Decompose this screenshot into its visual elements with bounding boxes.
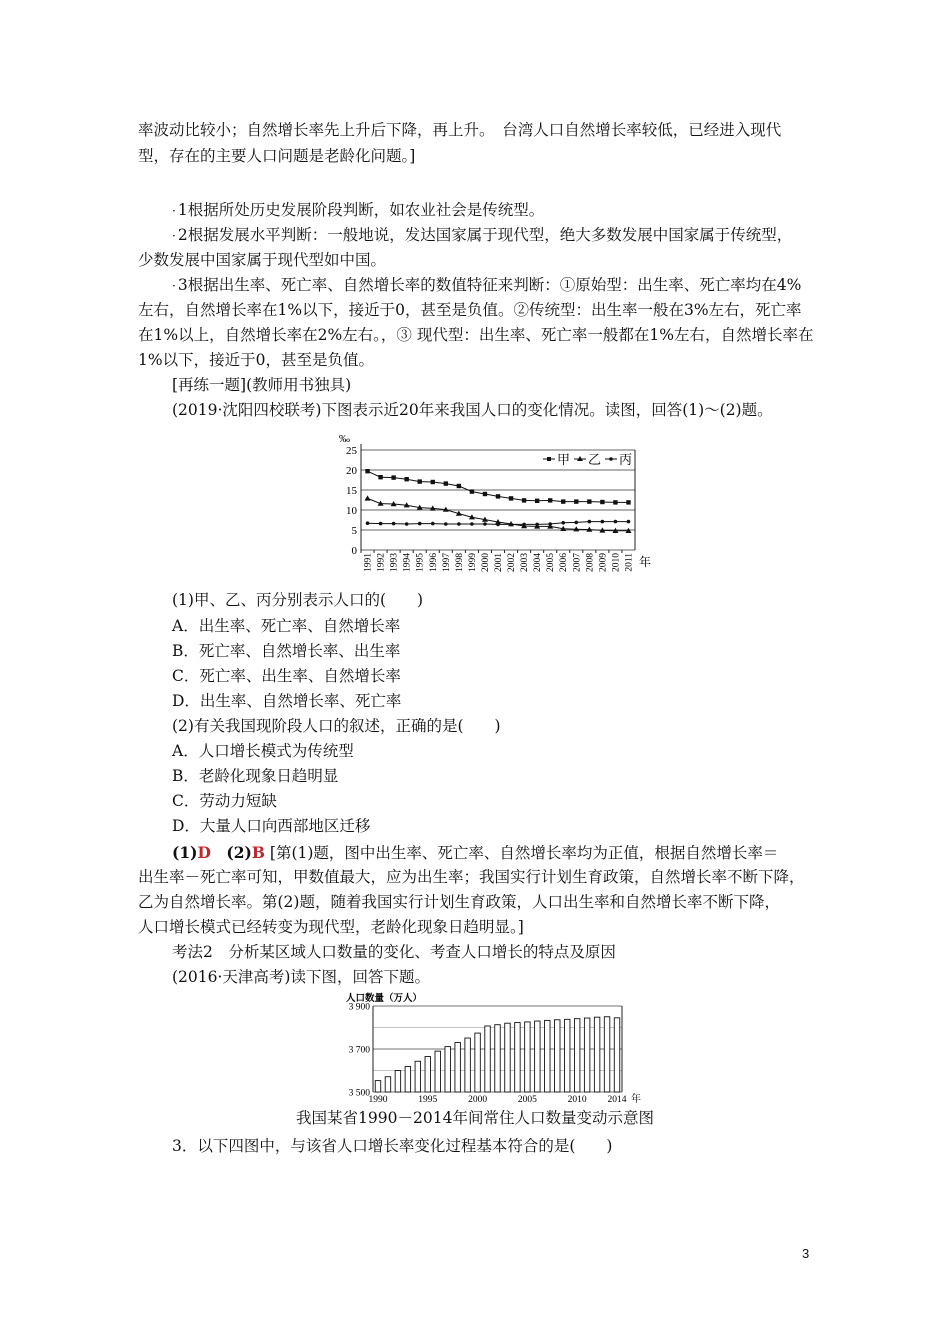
question-source: (2016·天津高考)读下图，回答下题。 (172, 968, 430, 986)
x-axis-unit: 年 (631, 1094, 641, 1104)
bar (455, 1043, 460, 1092)
y-tick-label: 10 (346, 505, 357, 517)
x-tick-label: 2005 (546, 553, 557, 572)
data-point (574, 521, 578, 525)
bar (405, 1066, 410, 1092)
bar-chart-caption: 我国某省1990－2014年间常住人口数量变动示意图 (296, 1109, 654, 1127)
population-rate-line-chart (335, 428, 665, 578)
bar (435, 1051, 440, 1092)
x-tick-label: 2005 (517, 1095, 537, 1104)
x-tick-label: 2009 (598, 553, 609, 572)
bar (385, 1077, 390, 1092)
data-point (509, 523, 513, 527)
x-tick-label: 2003 (520, 553, 531, 572)
data-point (561, 521, 565, 525)
data-point (548, 498, 552, 502)
bar (545, 1020, 550, 1092)
x-tick-label: 1990 (368, 1095, 388, 1104)
data-point (392, 522, 396, 526)
bar (574, 1019, 579, 1092)
x-tick-label: 1994 (402, 553, 413, 572)
x-tick-label: 1993 (389, 553, 400, 572)
text-line: 在1%以上，自然增长率在2%左右。，③ 现代型：出生率、死亡率一般都在1%左右，自然增长率在 (138, 326, 814, 344)
data-point (457, 484, 461, 488)
data-point (601, 520, 605, 524)
data-point (626, 500, 630, 504)
x-tick-label: 2000 (468, 1095, 488, 1104)
bar (445, 1047, 450, 1092)
data-point (483, 522, 487, 526)
data-point (535, 523, 539, 527)
legend-label: 甲 (557, 452, 571, 467)
text-line: 左右，自然增长率在1%以下，接近于0，甚至是负值。②传统型：出生率一般在3%左右，死亡率 (138, 301, 802, 319)
answer-1: D (197, 843, 211, 862)
text-line: 型，存在的主要人口问题是老龄化问题。] (138, 147, 416, 165)
data-point (561, 499, 565, 503)
data-point (470, 522, 474, 526)
x-tick-label: 2010 (567, 1095, 587, 1104)
bar (495, 1025, 500, 1092)
data-point (470, 489, 474, 493)
x-tick-label: 2008 (585, 553, 596, 572)
x-tick-label: 2001 (494, 553, 504, 572)
text-line: 率波动比较小；自然增长率先上升后下降，再上升。 台湾人口自然增长率较低，已经进入现代 (138, 121, 782, 139)
y-tick-label: 15 (346, 485, 357, 497)
data-point (379, 522, 383, 526)
emphasis-dot-icon: · (172, 229, 176, 243)
data-point (405, 522, 409, 526)
x-tick-label: 2002 (507, 553, 518, 572)
y-tick-label: 3 500 (348, 1088, 370, 1099)
data-point (418, 522, 422, 526)
data-point (535, 499, 539, 503)
data-point (431, 522, 435, 526)
y-tick-label: 20 (346, 465, 357, 477)
x-tick-label: 2014 (607, 1095, 627, 1104)
x-tick-label: 2011 (624, 553, 635, 572)
answer-2: B (251, 843, 265, 862)
data-point (483, 492, 487, 496)
data-point (509, 496, 513, 500)
bar (564, 1019, 569, 1092)
text-line: 乙为自然增长率。第(2)题，随着我国实行计划生育政策，人口出生率和自然增长率不断下降， (138, 893, 780, 911)
page-number: 3 (802, 1246, 810, 1261)
data-point (404, 477, 408, 481)
legend-label: 丙 (619, 452, 633, 467)
question-1-option-b: B．死亡率、自然增长率、出生率 (172, 642, 401, 660)
y-tick-label: 3 700 (348, 1045, 370, 1056)
question-1-option-d: D．出生率、自然增长率、死亡率 (172, 692, 402, 710)
question-2-option-d: D．大量人口向西部地区迁移 (172, 817, 371, 835)
legend-marker (609, 457, 613, 461)
y-tick-label: 25 (346, 445, 357, 457)
x-tick-label: 2010 (611, 553, 622, 572)
tip-2: · 2根据发展水平判断：一般地说，发达国家属于现代型，绝大多数发展中国家属于传统型， (172, 226, 793, 244)
bar (375, 1081, 380, 1092)
question-2-stem: (2)有关我国现阶段人口的叙述，正确的是( ) (172, 717, 501, 735)
x-tick-label: 1996 (428, 553, 439, 572)
practice-intro: (2019·沈阳四校联考)下图表示近20年来我国人口的变化情况。读图，回答(1)～(2)题。 (172, 401, 773, 419)
data-point (614, 520, 618, 524)
data-point (391, 475, 395, 479)
emphasis-dot-icon: · (172, 279, 176, 293)
x-tick-label: 1992 (376, 553, 387, 572)
x-tick-label: 1999 (467, 553, 478, 572)
x-tick-label: 2000 (480, 553, 491, 572)
data-point (496, 494, 500, 498)
bar (584, 1018, 589, 1092)
bar (465, 1038, 470, 1092)
question-2-option-c: C．劳动力短缺 (172, 792, 277, 810)
data-point (613, 500, 617, 504)
population-bar-chart (340, 992, 660, 1104)
data-point (522, 498, 526, 502)
question-1-option-a: A．出生率、死亡率、自然增长率 (172, 617, 401, 635)
y-tick-label: 5 (351, 525, 357, 537)
question-2-option-b: B．老龄化现象日趋明显 (172, 767, 339, 785)
text-line: 1%以下，接近于0，甚至是负值。 (138, 351, 374, 369)
x-tick-label: 1997 (441, 553, 452, 572)
bar (395, 1071, 400, 1093)
data-point (587, 499, 591, 503)
data-point (588, 520, 592, 524)
data-point (378, 475, 382, 479)
x-tick-label: 1998 (454, 553, 465, 572)
bar (555, 1020, 560, 1092)
data-point (366, 521, 370, 525)
data-point (365, 469, 369, 473)
y-tick-label: 3 900 (348, 1002, 370, 1013)
x-tick-label: 1995 (415, 553, 426, 572)
text-line: 少数发展中国家属于现代型如中国。 (138, 251, 387, 269)
data-point (496, 523, 500, 527)
data-point (627, 520, 631, 524)
tip-1: · 1根据所处历史发展阶段判断，如农业社会是传统型。 (172, 201, 545, 219)
emphasis-dot-icon: · (172, 204, 176, 218)
bar (594, 1017, 599, 1092)
tip-3: · 3根据出生率、死亡率、自然增长率的数值特征来判断：①原始型：出生率、死亡率均在4% (172, 276, 802, 294)
bar (515, 1023, 520, 1092)
data-point (431, 480, 435, 484)
x-tick-label: 1991 (363, 553, 374, 572)
data-point (600, 500, 604, 504)
bar (604, 1017, 609, 1092)
y-axis-unit: ‰ (339, 433, 350, 445)
answer-line: (1)D (2)B [第(1)题，图中出生率、死亡率、自然增长率均为正值，根据自然增长率＝ (172, 843, 779, 862)
bar (535, 1021, 540, 1092)
practice-heading: [再练一题](教师用书独具) (172, 376, 352, 394)
x-tick-label: 2007 (572, 553, 583, 572)
method-heading: 考法2 分析某区域人口数量的变化、考查人口增长的特点及原因 (172, 943, 616, 961)
question-1-stem: (1)甲、乙、丙分别表示人口的( ) (172, 591, 424, 609)
bar (425, 1057, 430, 1092)
legend-label: 乙 (588, 452, 602, 467)
x-tick-label: 2006 (559, 553, 570, 572)
bar (525, 1022, 530, 1092)
text-line: 出生率－死亡率可知，甲数值最大，应为出生率；我国实行计划生育政策，自然增长率不断下降， (138, 868, 805, 886)
bar (415, 1061, 420, 1092)
data-point (444, 522, 448, 526)
x-tick-label: 2004 (533, 553, 544, 572)
x-tick-label: 1995 (418, 1095, 438, 1104)
legend-marker (547, 457, 551, 461)
question-1-option-c: C．死亡率、出生率、自然增长率 (172, 667, 401, 685)
data-point (457, 522, 461, 526)
x-axis-unit: 年 (639, 555, 652, 569)
data-point (365, 495, 371, 500)
y-axis-title: 人口数量（万人） (346, 994, 423, 1004)
data-point (522, 523, 526, 527)
data-point (548, 522, 552, 526)
bar (505, 1023, 510, 1092)
data-point (444, 481, 448, 485)
bar (614, 1018, 619, 1092)
question-3-stem: 3．以下四图中，与该省人口增长率变化过程基本符合的是( ) (172, 1137, 613, 1155)
bar (485, 1026, 490, 1092)
question-2-option-a: A．人口增长模式为传统型 (172, 742, 354, 760)
text-line: 人口增长模式已经转变为现代型，老龄化现象日趋明显。] (138, 918, 524, 936)
bar (475, 1033, 480, 1092)
data-point (418, 479, 422, 483)
data-point (574, 499, 578, 503)
y-tick-label: 0 (351, 545, 357, 557)
